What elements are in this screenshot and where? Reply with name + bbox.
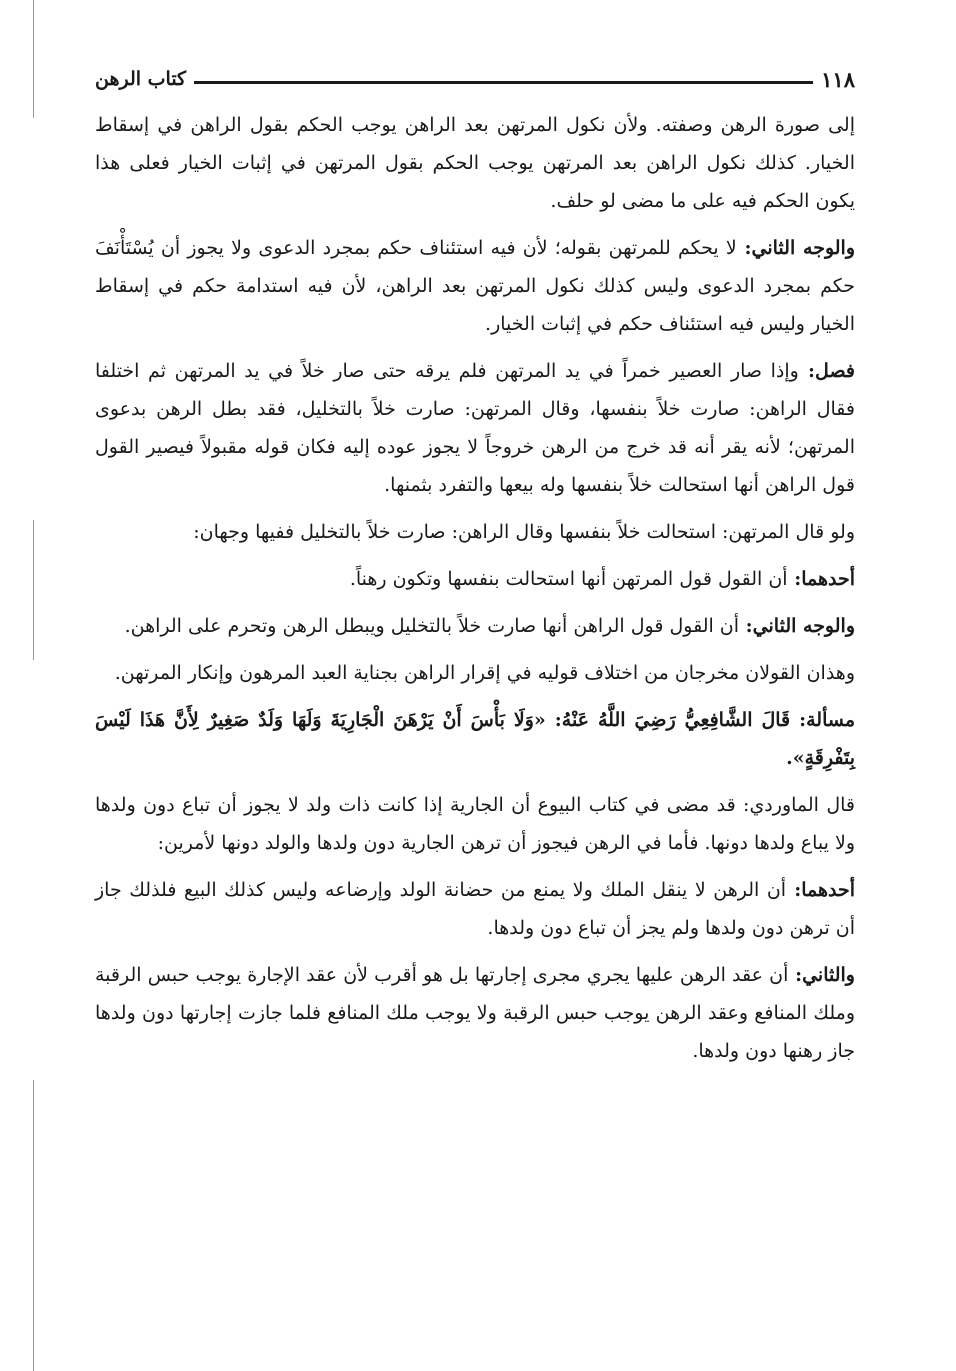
paragraph-lead: أحدهما: xyxy=(786,879,855,901)
scan-edge-line-middle xyxy=(33,520,34,660)
running-header xyxy=(95,62,855,96)
paragraph xyxy=(95,560,855,598)
scan-edge-line-bottom xyxy=(33,1080,34,1371)
masala-paragraph xyxy=(95,701,855,777)
paragraph-text: وهذان القولان مخرجان من اختلاف قوليه في إقرار الراهن بجناية العبد المرهون وإنكار المرتهن. xyxy=(114,662,855,684)
paragraph xyxy=(95,607,855,645)
paragraph-lead: مسألة: قَالَ الشَّافِعِيُّ xyxy=(675,709,855,731)
paragraph xyxy=(95,229,855,343)
paragraph-text: ولو قال المرتهن: استحالت خلاً بنفسها وقال الراهن: صارت خلاً بالتخليل ففيها وجهان: xyxy=(193,521,855,543)
paragraph-text: إلى صورة الرهن وصفته. ولأن نكول المرتهن بعد الراهن يوجب الحكم بقول الراهن في إسقاط الخيار. كذلك نكول الراهن بعد المرتهن يوجب الحكم بقول المرتهن في إثبات الخيار فعلى هذا يكون الحكم فيه على ما مضى لو حلف. xyxy=(95,114,855,212)
paragraph-text: قال الماوردي: قد مضى في كتاب البيوع أن الجارية إذا كانت ذات ولد لا يجوز أن تباع دون ولدها ولا يباع ولدها دونها. فأما في الرهن فيجوز أن ترهن الجارية دون ولدها والولد دونها لأمرين: xyxy=(95,794,855,854)
paragraph xyxy=(95,513,855,551)
header-rule xyxy=(194,81,813,84)
paragraph-text: أن القول قول الراهن أنها صارت خلاً بالتخليل ويبطل الرهن وتحرم على الراهن. xyxy=(124,615,740,637)
paragraph xyxy=(95,352,855,504)
paragraph-lead: والثاني: xyxy=(788,964,855,986)
paragraph xyxy=(95,654,855,692)
scan-edge-line-top xyxy=(33,0,34,118)
paragraph xyxy=(95,106,855,220)
paragraph-lead: والوجه الثاني: xyxy=(739,615,855,637)
paragraph xyxy=(95,871,855,947)
document-page xyxy=(95,62,855,1079)
paragraph-lead: والوجه الثاني: xyxy=(736,237,855,259)
paragraph-text: وإذا صار العصير خمراً في يد المرتهن فلم يرقه حتى صار خلاً في يد المرتهن ثم اختلفا فقال الراهن: صارت خلاً بنفسها، وقال المرتهن: صارت خلاً بالتخليل، فقد بطل الرهن بدعوى المرتهن؛ لأنه يقر أنه قد خرج من الرهن خروجاً لا يجوز عوده إليه فكان قوله مقبولاً فيصير القول قول الراهن أنها استحالت خلاً بنفسها وله بيعها والتفرد بثمنها. xyxy=(95,360,855,496)
page-number: ١١٨ xyxy=(821,66,855,92)
paragraph-text: لا يحكم للمرتهن بقوله؛ لأن فيه استئناف حكم بمجرد الدعوى ولا يجوز أن يُسْتَأْنَفَ حكم بمجرد الدعوى وليس كذلك نكول المرتهن بعد الراهن، لأن فيه استدامة حكم في إسقاط الخيار وليس فيه استئناف حكم في إثبات الخيار. xyxy=(95,237,855,335)
paragraph xyxy=(95,786,855,862)
running-title: كتاب الرهن xyxy=(95,68,187,90)
paragraph xyxy=(95,956,855,1070)
paragraph-text: أن عقد الرهن عليها يجري مجرى إجارتها بل هو أقرب لأن عقد الإجارة يوجب حبس الرقبة وملك المنافع وعقد الرهن يوجب حبس الرقبة ولا يوجب ملك المنافع فلما جازت إجارتها دون ولدها جاز رهنها دون ولدها. xyxy=(95,964,855,1062)
paragraph-text: أن القول قول المرتهن أنها استحالت بنفسها وتكون رهناً. xyxy=(349,568,788,590)
paragraph-lead: أحدهما: xyxy=(787,568,855,590)
quoted-text: رَضِيَ اللَّهُ عَنْهُ: «وَلَا بَأْسَ أَنْ يَرْهَنَ الْجَارِيَةَ وَلَهَا وَلَدٌ صَغِيرٌ لِأَنَّ هَذَا لَيْسَ بِتَفْرِقَةٍ». xyxy=(95,709,855,769)
paragraph-lead: فصل: xyxy=(798,360,856,382)
paragraph-text: أن الرهن لا ينقل الملك ولا يمنع من حضانة الولد وإرضاعه وليس كذلك البيع فلذلك جاز أن ترهن دون ولدها ولم يجز أن تباع دون ولدها. xyxy=(95,879,855,939)
